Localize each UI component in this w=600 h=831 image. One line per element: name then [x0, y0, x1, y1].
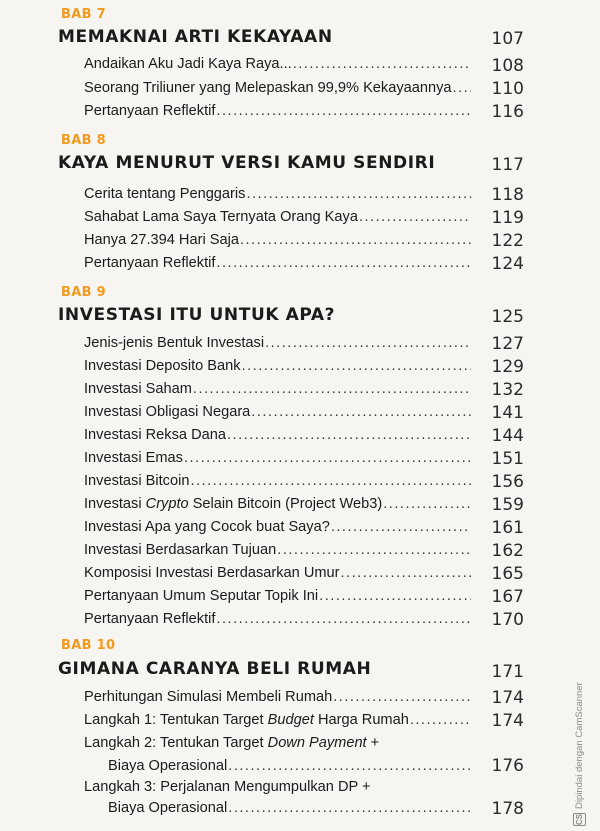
toc-entry[interactable] — [84, 358, 471, 374]
camscanner-logo-icon: CS — [575, 813, 584, 825]
entry-title-italic: Budget — [267, 712, 314, 728]
scanner-watermark — [573, 682, 586, 826]
entry-page: 127 — [491, 334, 524, 354]
dot-leader — [216, 611, 471, 627]
entry-page: 174 — [491, 711, 524, 731]
toc-entry[interactable] — [84, 611, 471, 627]
dot-leader — [190, 473, 471, 489]
chapter-label: BAB 8 — [61, 133, 106, 148]
chapter-label: BAB 7 — [61, 7, 106, 22]
dot-leader — [293, 56, 471, 72]
entry-title: Investasi Deposito Bank — [84, 358, 241, 374]
dot-leader — [228, 758, 471, 774]
entry-title: Investasi Berdasarkan Tujuan — [84, 542, 277, 558]
chapter-title: KAYA MENURUT VERSI KAMU SENDIRI — [58, 153, 436, 173]
chapter-label: BAB 9 — [61, 285, 106, 300]
entry-title: Investasi Apa yang Cocok buat Saya? — [84, 519, 330, 535]
entry-title: Komposisi Investasi Berdasarkan Umur — [84, 565, 340, 581]
toc-entry[interactable] — [84, 427, 471, 443]
toc-entry[interactable] — [84, 80, 471, 96]
entry-title: Pertanyaan Umum Seputar Topik Ini — [84, 588, 319, 604]
entry-title: Cerita tentang Penggaris — [84, 186, 246, 202]
dot-leader — [319, 588, 471, 604]
dot-leader — [227, 427, 471, 443]
chapter-title: INVESTASI ITU UNTUK APA? — [58, 305, 336, 325]
dot-leader — [184, 450, 471, 466]
entry-title-part: Selain Bitcoin (Project Web3) — [188, 496, 383, 512]
dot-leader — [265, 335, 471, 351]
dot-leader — [277, 542, 471, 558]
toc-entry[interactable] — [84, 381, 471, 397]
entry-title: Investasi Saham — [84, 381, 192, 397]
toc-entry[interactable] — [84, 404, 471, 420]
dot-leader — [333, 689, 471, 705]
entry-page: 144 — [491, 426, 524, 446]
dot-leader — [216, 255, 471, 271]
toc-entry[interactable] — [84, 335, 471, 351]
entry-title-part: + — [366, 735, 380, 751]
entry-page: 108 — [491, 56, 524, 76]
entry-title: Investasi Obligasi Negara — [84, 404, 251, 420]
entry-page: 124 — [491, 254, 524, 274]
toc-entry-line2[interactable] — [108, 758, 471, 774]
toc-entry[interactable] — [84, 496, 471, 512]
entry-page: 176 — [491, 756, 524, 776]
dot-leader — [242, 358, 471, 374]
toc-entry[interactable] — [84, 473, 471, 489]
toc-entry[interactable] — [84, 712, 471, 728]
entry-page: 174 — [491, 688, 524, 708]
entry-page: 170 — [491, 610, 524, 630]
dot-leader — [359, 209, 471, 225]
toc-entry[interactable] — [84, 103, 471, 119]
toc-entry[interactable] — [84, 255, 471, 271]
entry-page: 129 — [491, 357, 524, 377]
entry-page: 141 — [491, 403, 524, 423]
entry-page: 132 — [491, 380, 524, 400]
entry-title-italic: Crypto — [145, 496, 189, 512]
entry-title: Investasi Emas — [84, 450, 183, 466]
toc-entry[interactable] — [84, 519, 471, 535]
entry-page: 116 — [491, 102, 524, 122]
entry-title: Hanya 27.394 Hari Saja — [84, 232, 239, 248]
entry-title: Pertanyaan Reflektif — [84, 103, 216, 119]
watermark-text: Dipindai dengan CamScanner — [574, 682, 585, 809]
toc-entry[interactable] — [84, 186, 471, 202]
entry-page: 165 — [491, 564, 524, 584]
entry-title-part: Langkah 2: Tentukan Target — [84, 735, 268, 751]
entry-page: 110 — [491, 79, 524, 99]
entry-title: Sahabat Lama Saya Ternyata Orang Kaya — [84, 209, 358, 225]
entry-page: 167 — [491, 587, 524, 607]
toc-entry[interactable] — [84, 232, 471, 248]
entry-page: 119 — [491, 208, 524, 228]
dot-leader — [410, 712, 471, 728]
chapter-label: BAB 10 — [61, 638, 116, 653]
toc-entry[interactable] — [84, 209, 471, 225]
entry-page: 161 — [491, 518, 524, 538]
dot-leader — [251, 404, 471, 420]
toc-entry-line2[interactable] — [108, 800, 471, 816]
dot-leader — [341, 565, 472, 581]
entry-page: 178 — [491, 799, 524, 819]
toc-entry[interactable] — [84, 450, 471, 466]
entry-title — [84, 496, 382, 512]
entry-page: 118 — [491, 185, 524, 205]
entry-title: Perhitungan Simulasi Membeli Rumah — [84, 689, 333, 705]
toc-entry[interactable] — [84, 565, 471, 581]
entry-title-part: Harga Rumah — [313, 712, 409, 728]
entry-page: 156 — [491, 472, 524, 492]
entry-title: Jenis-jenis Bentuk Investasi — [84, 335, 265, 351]
toc-entry-line1[interactable] — [84, 735, 379, 751]
toc-entry[interactable] — [84, 56, 471, 72]
entry-title: Seorang Triliuner yang Melepaskan 99,9% Kekayaannya — [84, 80, 452, 96]
dot-leader — [240, 232, 471, 248]
dot-leader — [383, 496, 471, 512]
chapter-page: 125 — [491, 307, 524, 327]
toc-entry-line1[interactable]: Langkah 3: Perjalanan Mengumpulkan DP + — [84, 779, 371, 795]
entry-title: Andaikan Aku Jadi Kaya Raya... — [84, 56, 292, 72]
dot-leader — [228, 800, 471, 816]
toc-entry[interactable] — [84, 689, 471, 705]
entry-title: Pertanyaan Reflektif — [84, 255, 216, 271]
chapter-page: 117 — [491, 155, 524, 175]
entry-title-italic: Down Payment — [267, 735, 367, 751]
dot-leader — [246, 186, 471, 202]
entry-page: 151 — [491, 449, 524, 469]
dot-leader — [216, 103, 471, 119]
entry-title: Biaya Operasional — [108, 758, 228, 774]
entry-title: Investasi Bitcoin — [84, 473, 190, 489]
chapter-page: 107 — [491, 29, 524, 49]
entry-title-part: Langkah 1: Tentukan Target — [84, 712, 268, 728]
toc-entry[interactable] — [84, 588, 471, 604]
entry-title-part: Investasi — [84, 496, 146, 512]
entry-title: Investasi Reksa Dana — [84, 427, 226, 443]
dot-leader — [193, 381, 471, 397]
entry-title — [84, 712, 409, 728]
entry-title: Pertanyaan Reflektif — [84, 611, 216, 627]
chapter-title: GIMANA CARANYA BELI RUMAH — [58, 659, 372, 679]
entry-page: 162 — [491, 541, 524, 561]
entry-page: 159 — [491, 495, 524, 515]
chapter-title: MEMAKNAI ARTI KEKAYAAN — [58, 27, 333, 47]
entry-title: Biaya Operasional — [108, 800, 228, 816]
dot-leader — [331, 519, 471, 535]
entry-page: 122 — [491, 231, 524, 251]
toc-entry[interactable] — [84, 542, 471, 558]
chapter-page: 171 — [491, 662, 524, 682]
